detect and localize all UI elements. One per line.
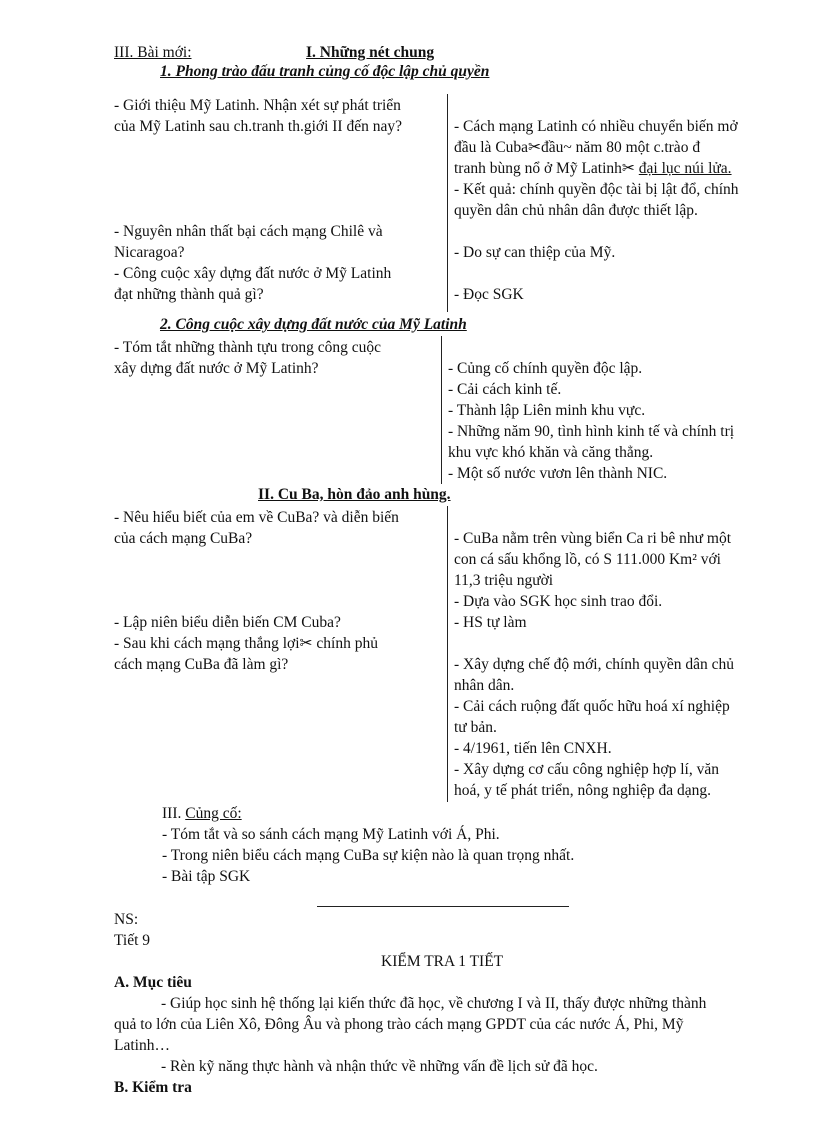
answer-line: quyền dân chủ nhân dân được thiết lập. bbox=[454, 202, 698, 219]
paragraph-line: - Giúp học sinh hệ thống lại kiến thức đã học, về chương I và II, thấy được những thành bbox=[161, 995, 707, 1012]
answer-line: tranh bùng nổ ở Mỹ Latinh✂ đại lục núi lửa. bbox=[454, 160, 732, 177]
question-line: xây dựng đất nước ở Mỹ Latinh? bbox=[114, 360, 319, 377]
answer-line: - 4/1961, tiến lên CNXH. bbox=[454, 740, 612, 757]
lesson-label: Tiết 9 bbox=[114, 932, 151, 949]
answer-line: - Xây dựng chế độ mới, chính quyền dân chủ bbox=[454, 656, 735, 673]
paragraph-line: Latinh… bbox=[114, 1037, 170, 1054]
question-line: - Công cuộc xây dựng đất nước ở Mỹ Latinh bbox=[114, 265, 392, 282]
column-divider-3 bbox=[447, 506, 448, 802]
question-line: đạt những thành quả gì? bbox=[114, 286, 264, 303]
ns-label: NS: bbox=[114, 911, 139, 928]
question-line: - Giới thiệu Mỹ Latinh. Nhận xét sự phát triển bbox=[114, 97, 401, 114]
column-divider-1 bbox=[447, 94, 448, 312]
part1-title: I. Những nét chung bbox=[306, 44, 435, 61]
sub2-title: 2. Công cuộc xây dựng đất nước của Mỹ Latinh bbox=[160, 316, 467, 333]
section-label: III. Bài mới: bbox=[114, 44, 192, 61]
consolidation bbox=[162, 803, 762, 887]
answer-line: - Một số nước vươn lên thành NIC. bbox=[448, 465, 668, 482]
answer-line: - Cách mạng Latinh có nhiều chuyển biến mở bbox=[454, 118, 738, 135]
column-divider-2 bbox=[441, 336, 442, 484]
answer-line: - Xây dựng cơ cấu công nghiệp hợp lí, văn bbox=[454, 761, 719, 778]
section-a-heading: A. Mục tiêu bbox=[114, 974, 192, 991]
question-line: - Sau khi cách mạng thắng lợi✂ chính phủ bbox=[114, 635, 378, 652]
test-title: KIỂM TRA 1 TIẾT bbox=[381, 953, 504, 970]
block3-left bbox=[114, 507, 440, 675]
answer-line: - Đọc SGK bbox=[454, 286, 524, 303]
answer-line: - Cải cách kinh tế. bbox=[448, 381, 562, 398]
block2-right bbox=[448, 358, 774, 484]
question-line: cách mạng CuBa đã làm gì? bbox=[114, 656, 289, 673]
answer-line: khu vực khó khăn và căng thẳng. bbox=[448, 444, 654, 461]
question-line: - Lập niên biểu diễn biến CM Cuba? bbox=[114, 614, 341, 631]
sub1-title: 1. Phong trào đấu tranh củng cố độc lập chủ quyền bbox=[160, 63, 490, 80]
consolidation-item: - Trong niên biểu cách mạng CuBa sự kiện nào là quan trọng nhất. bbox=[162, 847, 575, 864]
paragraph-line: quả to lớn của Liên Xô, Đông Âu và phong trào cách mạng GPDT của các nước Á, Phi, Mỹ bbox=[114, 1016, 684, 1033]
answer-line: nhân dân. bbox=[454, 677, 515, 694]
question-line: của cách mạng CuBa? bbox=[114, 530, 253, 547]
answer-line: con cá sấu khổng lồ, có S 111.000 Km² với bbox=[454, 551, 721, 568]
answer-line: - Những năm 90, tình hình kinh tế và chính trị bbox=[448, 423, 735, 440]
answer-line: tư bản. bbox=[454, 719, 497, 736]
question-line: Nicaragoa? bbox=[114, 244, 185, 261]
block1-left bbox=[114, 95, 440, 305]
answer-line: - CuBa nằm trên vùng biển Ca ri bê như một bbox=[454, 530, 732, 547]
question-line: - Tóm tắt những thành tựu trong công cuộc bbox=[114, 339, 382, 356]
answer-line: - Dựa vào SGK học sinh trao đổi. bbox=[454, 593, 663, 610]
answer-line: 11,3 triệu người bbox=[454, 572, 554, 589]
consolidation-item: - Tóm tắt và so sánh cách mạng Mỹ Latinh với Á, Phi. bbox=[162, 826, 500, 843]
answer-line: - Củng cố chính quyền độc lập. bbox=[448, 360, 643, 377]
paragraph-line: - Rèn kỹ năng thực hành và nhận thức về những vấn đề lịch sử đã học. bbox=[161, 1058, 598, 1075]
answer-line: đầu là Cuba✂đầu~ năm 80 một c.trào đ bbox=[454, 139, 701, 156]
answer-line: - Cải cách ruộng đất quốc hữu hoá xí nghiệp bbox=[454, 698, 730, 715]
consolidation-item: - Bài tập SGK bbox=[162, 868, 251, 885]
block3-right bbox=[454, 528, 772, 801]
block2-left bbox=[114, 337, 436, 379]
question-line: - Nêu hiểu biết của em về CuBa? và diễn biến bbox=[114, 509, 399, 526]
answer-line: hoá, y tế phát triển, nông nghiệp đa dạng. bbox=[454, 782, 711, 799]
section-b-heading: B. Kiểm tra bbox=[114, 1079, 192, 1096]
answer-line: - HS tự làm bbox=[454, 614, 527, 631]
block1-right bbox=[454, 116, 772, 305]
answer-line: - Do sự can thiệp của Mỹ. bbox=[454, 244, 616, 261]
answer-line: - Kết quả: chính quyền độc tài bị lật đổ, chính bbox=[454, 181, 739, 198]
answer-line: - Thành lập Liên minh khu vực. bbox=[448, 402, 646, 419]
question-line: - Nguyên nhân thất bại cách mạng Chilê và bbox=[114, 223, 383, 240]
question-line: của Mỹ Latinh sau ch.tranh th.giới II đến nay? bbox=[114, 118, 402, 135]
consolidation-title: III. Củng cố: bbox=[162, 805, 242, 822]
part2-title: II. Cu Ba, hòn đảo anh hùng. bbox=[258, 486, 451, 503]
separator-line bbox=[317, 906, 569, 907]
